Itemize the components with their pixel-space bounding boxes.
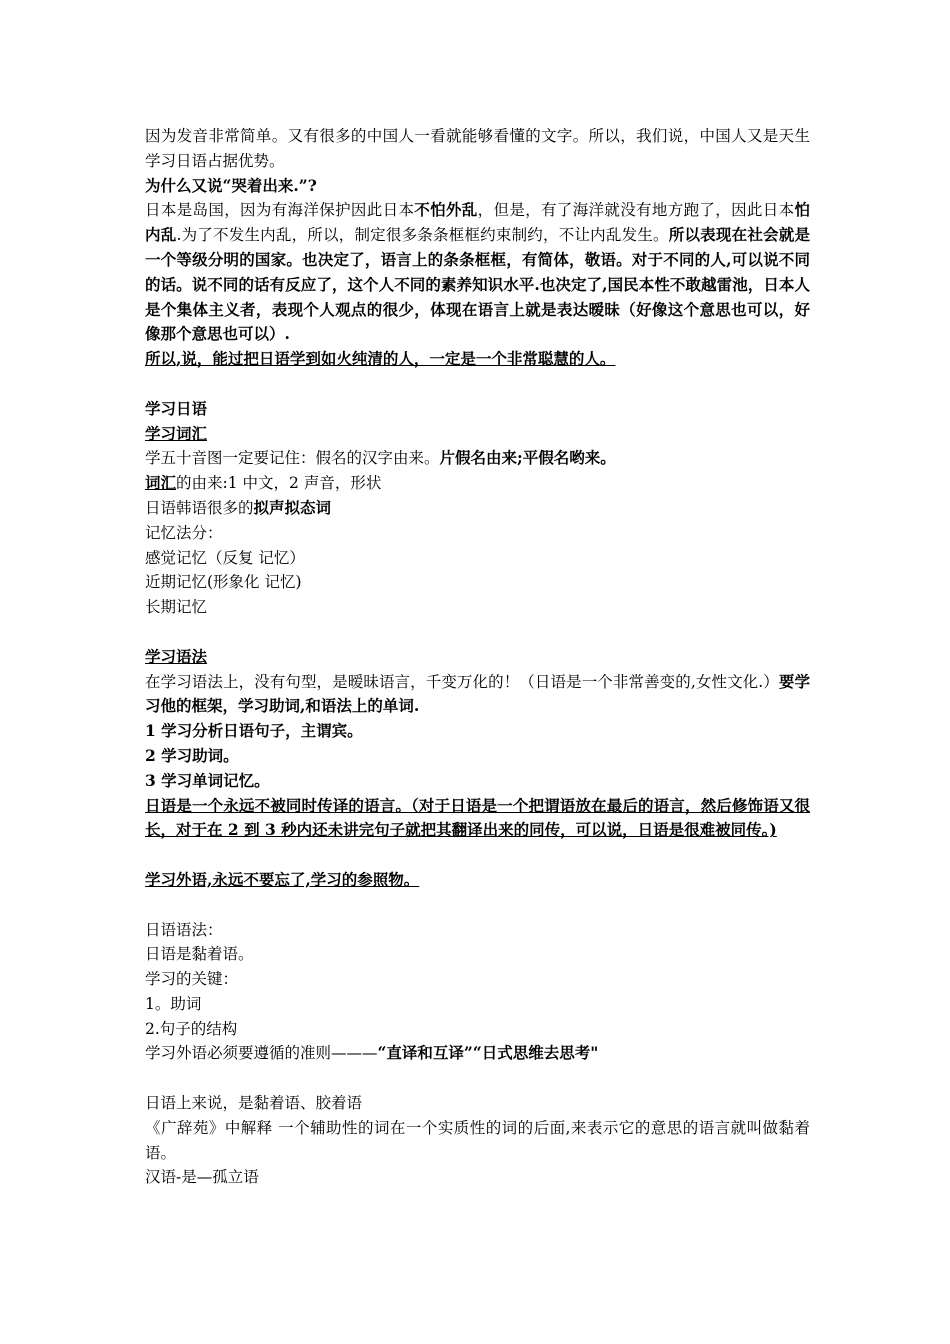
line-principle	[145, 1041, 810, 1066]
text-agglutinative: 日语是黏着语。	[145, 945, 254, 964]
heading-grammar-text: 学习语法	[145, 646, 208, 666]
text-kana-origin: 学五十音图一定要记住：假名的汉字由来。	[145, 449, 440, 468]
text-island-bold-3: 所以表现在社会就是一个等级分明的国家。也决定了，语言上的条条框框，有简体，敬语。对于不同的人,可以说不同的话。说不同的话有反应了，这个人不同的素养知识水平.也决定了,国民本性不敢越雷池，日本人是个集体主义者，表现个人观点的很少，体现在语言上就是表达暧昧（好像这个意思也可以，好像那个意思也可以）.	[145, 225, 810, 344]
document-body	[145, 124, 810, 1190]
text-onomatopoeia: 日语韩语很多的	[145, 498, 254, 517]
text-memory-methods: 记忆法分：	[145, 523, 223, 542]
line-agglutinative-2	[145, 1091, 810, 1116]
text-island-1: 日本是岛国，因为有海洋保护因此日本	[145, 201, 415, 220]
text-island-bold-1: 不怕外乱	[414, 200, 478, 220]
list-item-2	[145, 744, 810, 769]
heading-why-cry-text: 为什么又说“哭着出来.”?	[145, 175, 317, 195]
text-grammar-label: 日语语法：	[145, 920, 223, 939]
paragraph-grammar	[145, 670, 810, 720]
spacer	[145, 372, 810, 397]
list-item-1	[145, 719, 810, 744]
line-sensory-memory	[145, 546, 810, 571]
paragraph-intro	[145, 124, 810, 174]
text-key-2: 2.句子的结构	[145, 1019, 238, 1038]
spacer	[145, 843, 810, 868]
text-principle: 学习外语必须要遵循的准则———	[145, 1044, 378, 1063]
list-item-3	[145, 769, 810, 794]
conclusion-text: 所以,说，能过把日语学到如火纯清的人，一定是一个非常聪慧的人。	[145, 349, 616, 369]
text-key-label: 学习的关键：	[145, 970, 239, 989]
line-key-2	[145, 1017, 810, 1042]
text-long-memory: 长期记忆	[145, 598, 208, 617]
line-reference	[145, 868, 810, 893]
line-long-memory	[145, 595, 810, 620]
text-principle-bold: “直译和互译”“日式思维去思考"	[377, 1043, 599, 1063]
conclusion-line	[145, 347, 810, 372]
text-agglutinative-2: 日语上来说，是黏着语、胶着语	[145, 1094, 363, 1113]
text-kana-origin-bold: 片假名由来;平假名哟来。	[439, 448, 616, 468]
heading-learn-japanese	[145, 397, 810, 422]
list-item-3-text: 3 学习单词记忆。	[145, 770, 270, 790]
line-recent-memory	[145, 570, 810, 595]
paragraph-island	[145, 198, 810, 347]
heading-vocabulary	[145, 422, 810, 447]
text-recent-memory: 近期记忆(形象化 记忆)	[145, 573, 302, 592]
line-grammar-label	[145, 918, 810, 943]
list-item-2-text: 2 学习助词。	[145, 745, 239, 765]
list-item-1-text: 1 学习分析日语句子，主谓宾。	[145, 721, 363, 741]
heading-grammar	[145, 645, 810, 670]
spacer	[145, 620, 810, 645]
line-isolating	[145, 1165, 810, 1190]
text-onomatopoeia-bold: 拟声拟态词	[253, 497, 332, 517]
text-key-1: 1。助词	[145, 994, 202, 1013]
text-kojien: 《广辞苑》中解释 一个辅助性的词在一个实质性的词的后面,来表示它的意思的语言就叫做黏着语。	[145, 1118, 810, 1162]
heading-why-cry	[145, 174, 810, 199]
line-key-label	[145, 967, 810, 992]
line-agglutinative	[145, 942, 810, 967]
heading-learn-japanese-text: 学习日语	[145, 398, 208, 418]
paragraph-kojien	[145, 1116, 810, 1166]
spacer	[145, 893, 810, 918]
text-reference: 学习外语,永远不要忘了,学习的参照物。	[145, 869, 420, 889]
text-interpretation: 日语是一个永远不被同时传译的语言。（对于日语是一个把谓语放在最后的语言，然后修饰语又很长，对于在 2 到 3 秒内还未讲完句子就把其翻译出来的同传，可以说，日语是很难被同传。)	[145, 795, 810, 840]
line-kana-origin	[145, 446, 810, 471]
text-sensory-memory: 感觉记忆（反复 记忆）	[145, 548, 305, 567]
text-island-3: .为了不发生内乱，所以，制定很多条条框框约束制约，不让内乱发生。	[176, 226, 669, 245]
line-memory-methods	[145, 521, 810, 546]
text-island-2: ，但是，有了海洋就没有地方跑了，因此日本	[477, 201, 795, 220]
text-isolating: 汉语-是—孤立语	[145, 1168, 259, 1187]
text-intro: 因为发音非常简单。又有很多的中国人一看就能够看懂的文字。所以，我们说，中国人又是天生学习日语占据优势。	[145, 127, 810, 170]
text-vocab-word: 词汇	[145, 473, 177, 493]
heading-vocabulary-text: 学习词汇	[145, 423, 208, 443]
spacer	[145, 1066, 810, 1091]
text-island-bold-2: 怕内乱	[145, 200, 810, 245]
line-vocab-origin	[145, 471, 810, 496]
line-onomatopoeia	[145, 496, 810, 521]
paragraph-interpretation	[145, 794, 810, 844]
line-key-1	[145, 992, 810, 1017]
text-vocab-origin: 的由来:1 中文，2 声音，形状	[176, 474, 382, 493]
text-grammar-bold: 要学习他的框架，学习助词,和语法上的单词.	[145, 671, 810, 716]
text-grammar: 在学习语法上，没有句型，是暧昧语言，千变万化的！（日语是一个非常善变的,女性文化.）	[145, 672, 779, 691]
